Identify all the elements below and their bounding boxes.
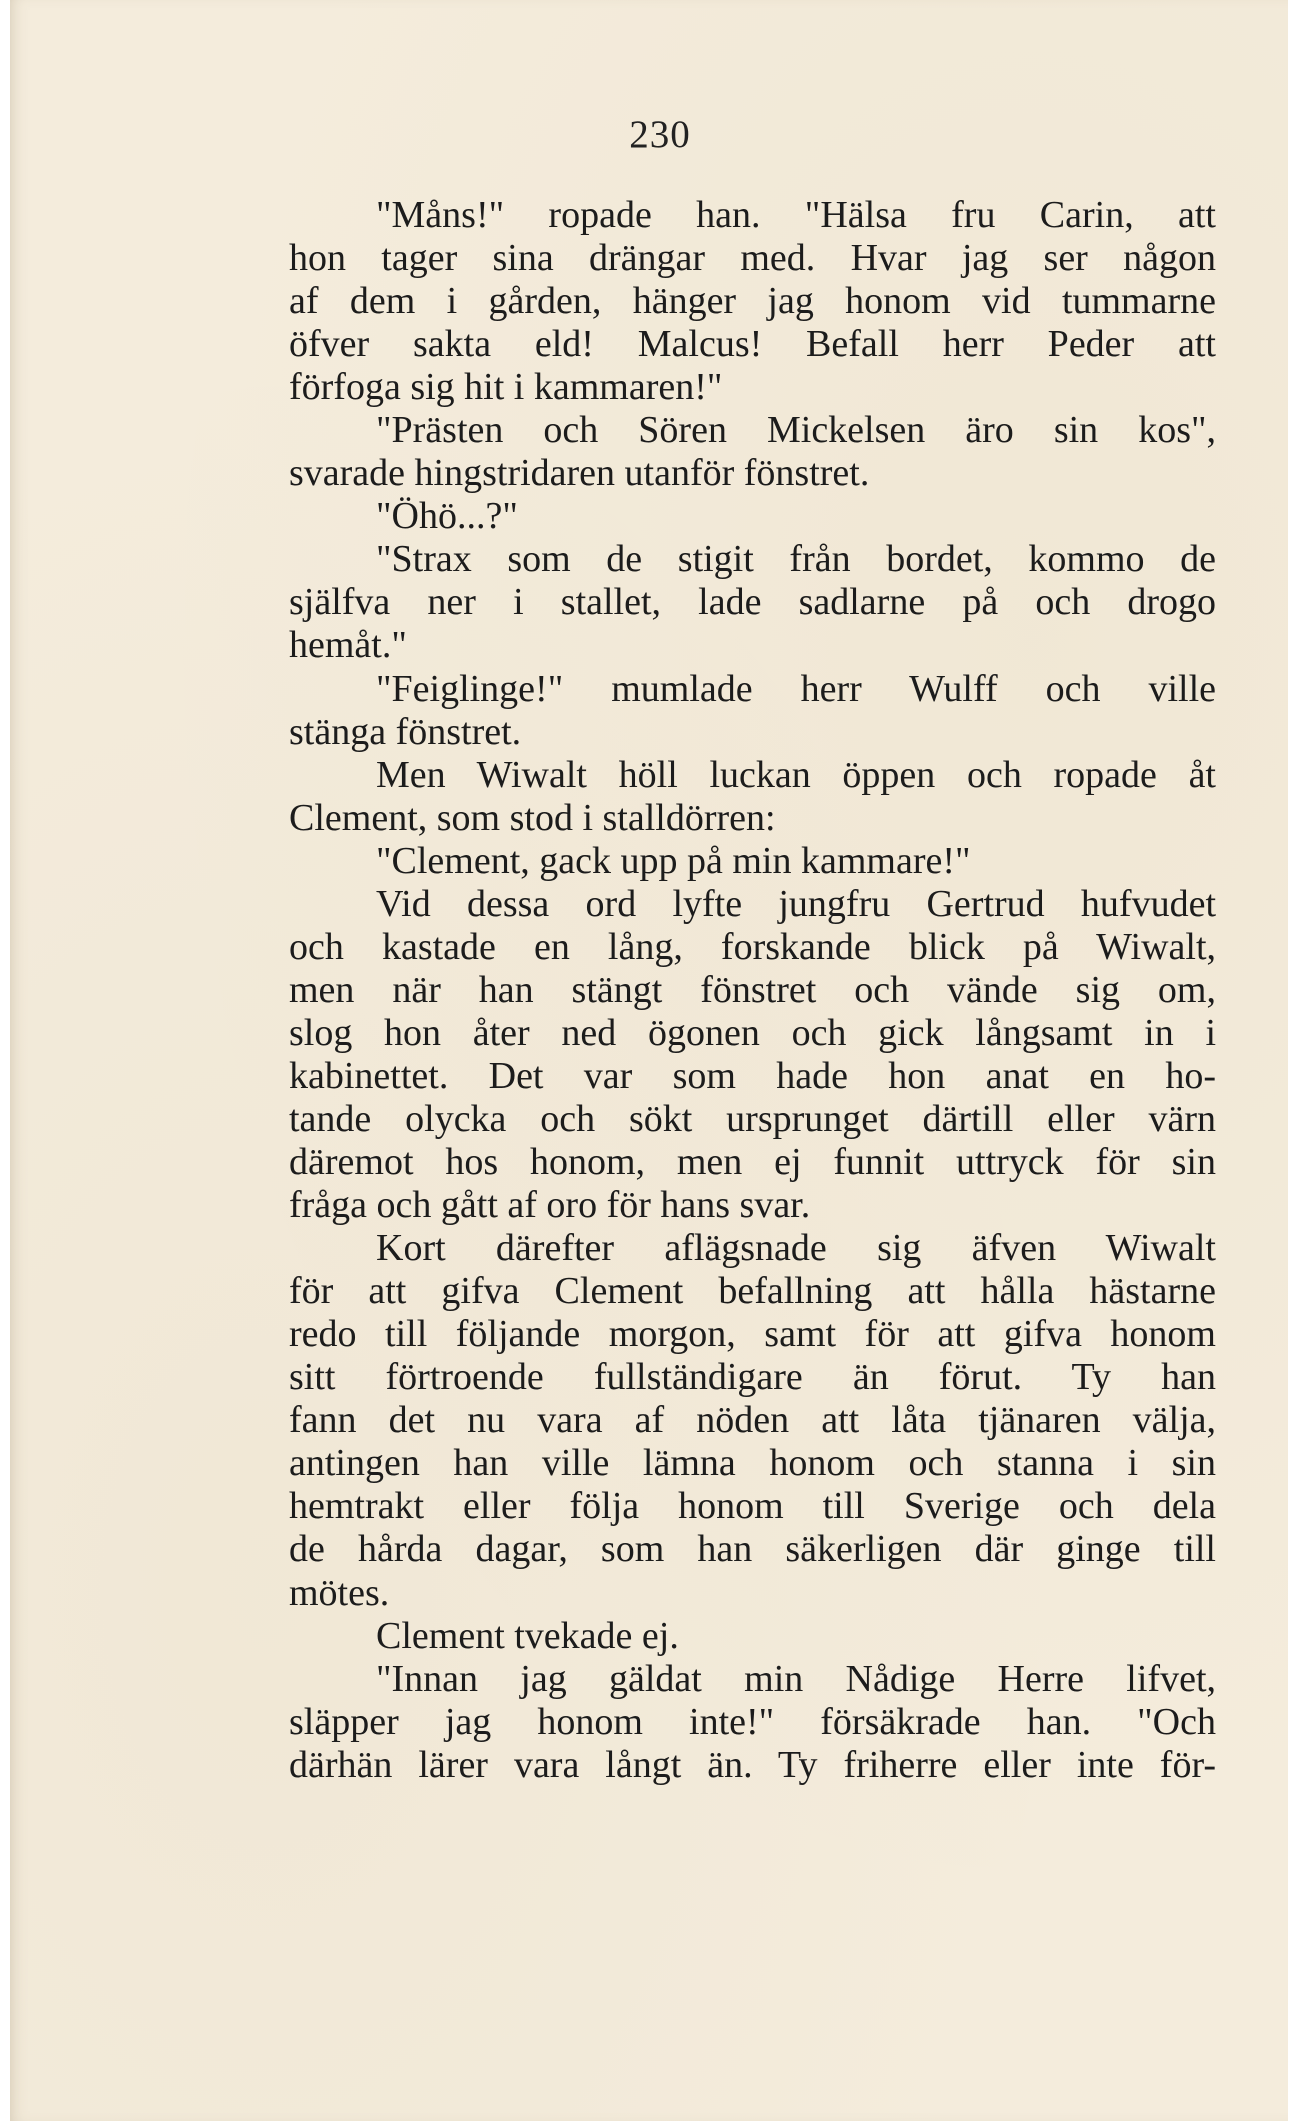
text-line: därhän lärer vara långt än. Ty friherre eller inte för- [289, 1743, 1216, 1786]
text-line: af dem i gården, hänger jag honom vid tummarne [289, 280, 1216, 323]
text-line: fråga och gått af oro för hans svar. [289, 1184, 811, 1227]
text-line: "Clement, gack upp på min kammare!" [376, 839, 971, 882]
text-line: för att gifva Clement befallning att hålla hästarne [289, 1270, 1216, 1313]
text-line: "Öhö...?" [376, 495, 518, 538]
text-line: hemtrakt eller följa honom till Sverige och dela [289, 1485, 1216, 1528]
text-line: men när han stängt fönstret och vände sig om, [289, 968, 1216, 1011]
book-page [10, 0, 1288, 2121]
text-line: sitt förtroende fullständigare än förut. Ty han [289, 1356, 1216, 1399]
text-line: förfoga sig hit i kammaren!" [289, 366, 723, 409]
text-line: Kort därefter aflägsnade sig äfven Wiwalt [376, 1227, 1216, 1270]
text-line: tande olycka och sökt ursprunget därtill eller värn [289, 1097, 1216, 1140]
text-line: stänga fönstret. [289, 710, 522, 753]
text-line: mötes. [289, 1571, 390, 1614]
text-line: kabinettet. Det var som hade hon anat en ho- [289, 1054, 1216, 1097]
text-line: själfva ner i stallet, lade sadlarne på och drogo [289, 581, 1216, 624]
text-line: "Måns!" ropade han. "Hälsa fru Carin, att [376, 194, 1216, 236]
text-line: redo till följande morgon, samt för att gifva honom [289, 1313, 1216, 1356]
text-line: de hårda dagar, som han säkerligen där ginge till [289, 1528, 1216, 1571]
text-line: antingen han ville lämna honom och stanna i sin [289, 1442, 1216, 1485]
body-text [289, 194, 1216, 1787]
text-line: svarade hingstridaren utanför fönstret. [289, 452, 870, 495]
text-line: "Innan jag gäldat min Nådige Herre lifvet, [376, 1657, 1216, 1700]
text-line: "Prästen och Sören Mickelsen äro sin kos", [376, 409, 1216, 452]
text-line: "Feiglinge!" mumlade herr Wulff och ville [376, 667, 1216, 710]
text-line: Clement, som stod i stalldörren: [289, 796, 776, 839]
text-line: släpper jag honom inte!" försäkrade han. "Och [289, 1700, 1216, 1743]
page-number: 230 [629, 113, 691, 156]
text-line: hemåt." [289, 624, 407, 667]
text-line: fann det nu vara af nöden att låta tjänaren välja, [289, 1399, 1216, 1442]
text-line: hon tager sina drängar med. Hvar jag ser någon [289, 237, 1216, 280]
text-line: öfver sakta eld! Malcus! Befall herr Peder att [289, 323, 1216, 366]
text-line: slog hon åter ned ögonen och gick långsamt in i [289, 1011, 1216, 1054]
text-line: och kastade en lång, forskande blick på Wiwalt, [289, 925, 1216, 968]
text-line: Men Wiwalt höll luckan öppen och ropade åt [376, 753, 1216, 796]
text-line: Vid dessa ord lyfte jungfru Gertrud hufvudet [376, 882, 1216, 925]
text-line: däremot hos honom, men ej funnit uttryck för sin [289, 1141, 1216, 1184]
text-line: Clement tvekade ej. [376, 1614, 679, 1657]
text-line: "Strax som de stigit från bordet, kommo de [376, 538, 1216, 581]
